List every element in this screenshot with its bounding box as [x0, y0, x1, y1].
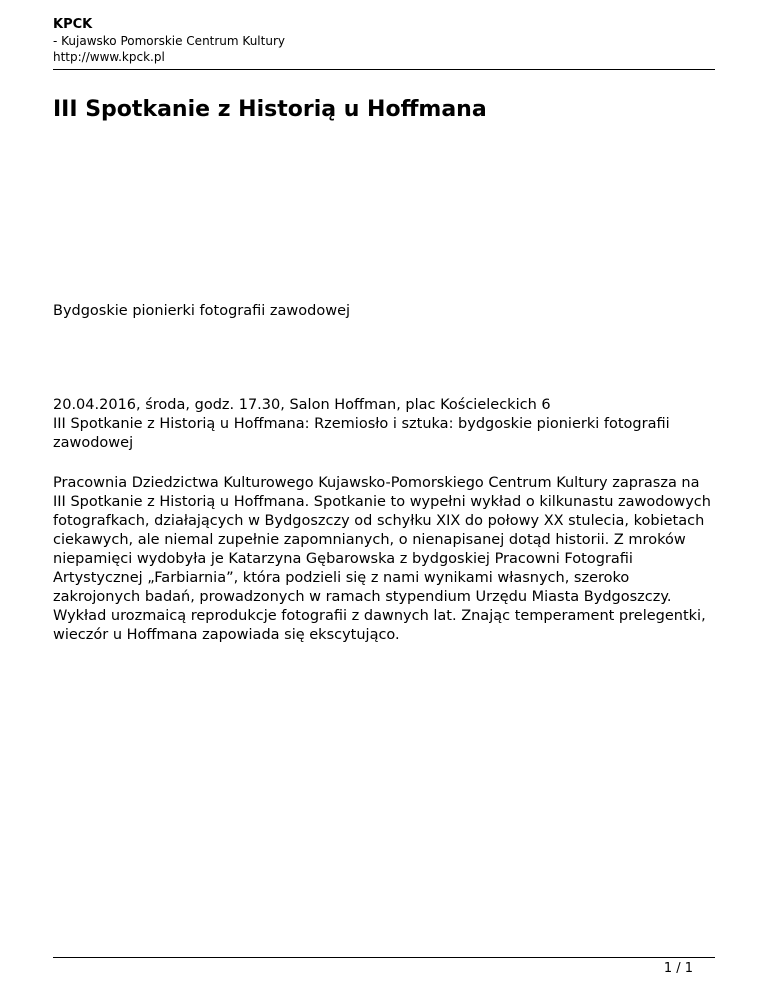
event-title: III Spotkanie z Historią u Hoffmana: Rzemiosło i sztuka: bydgoskie pionierki fotografii zawodowej: [53, 416, 670, 451]
article-lead: Bydgoskie pionierki fotografii zawodowej: [53, 303, 351, 319]
site-name: KPCK: [53, 17, 93, 32]
site-subtitle: - Kujawsko Pomorskie Centrum Kultury: [53, 34, 285, 48]
footer-divider: [53, 957, 715, 958]
article-body: Pracownia Dziedzictwa Kulturowego Kujawsko-Pomorskiego Centrum Kultury zaprasza na III Spotkanie z Historią u Hoffmana. Spotkanie to wypełni wykład o kilkunastu zawodowych fotografkach, działających w Bydgoszczy od schyłku XIX do połowy XX stulecia, kobietach ciekawych, ale niemal zupełnie zapomnianych, o nienapisanej dotąd historii. Z mroków niepamięci wydobyła je Katarzyna Gębarowska z bydgoskiej Pracowni Fotografii Artystycznej „Farbiarnia”, która podzieli się z nami wynikami własnych, szeroko zakrojonych badań, prowadzonych w ramach stypendium Urzędu Miasta Bydgoszczy. Wykład urozmaicą reprodukcje fotografii z dawnych lat. Znając temperament prelegentki, wieczór u Hoffmana zapowiada się ekscytująco.: [53, 475, 711, 643]
site-url[interactable]: http://www.kpck.pl: [53, 50, 165, 64]
page-number: 1 / 1: [663, 961, 693, 976]
event-details: [53, 396, 715, 453]
event-date-location: 20.04.2016, środa, godz. 17.30, Salon Hoffman, plac Kościeleckich 6: [53, 397, 551, 413]
page-title: III Spotkanie z Historią u Hoffmana: [53, 97, 487, 122]
document-header: [53, 16, 715, 65]
header-divider: [53, 69, 715, 70]
